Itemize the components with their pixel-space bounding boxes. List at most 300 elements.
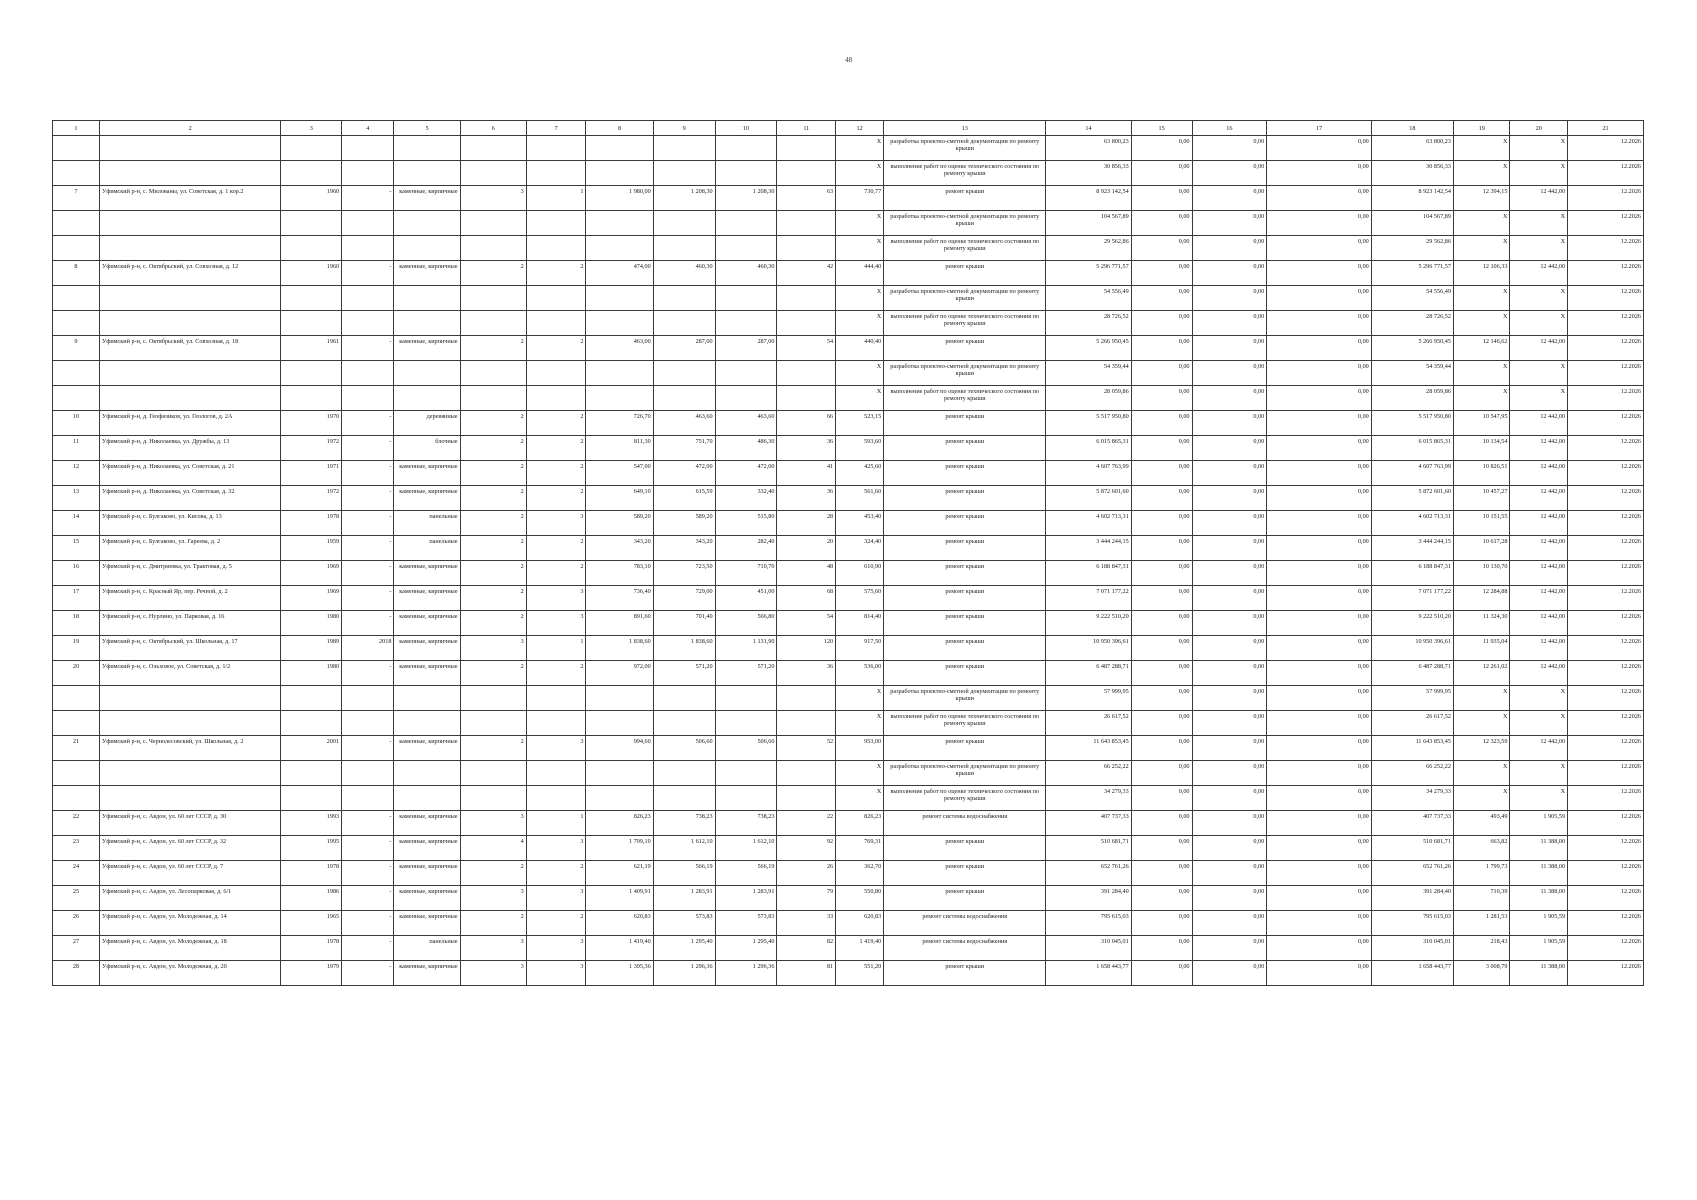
work-volume-cell: X	[836, 161, 884, 186]
total-cost-cell: 391 284,40	[1046, 886, 1131, 911]
wall-material-cell	[394, 386, 460, 411]
federal-funds-cell: 0,00	[1131, 661, 1192, 686]
federal-funds-cell: 0,00	[1131, 161, 1192, 186]
build-year-cell: 1980	[281, 661, 342, 686]
total-cost-cell: 104 567,89	[1046, 211, 1131, 236]
premises-area-cell	[653, 136, 715, 161]
regional-funds-cell: 0,00	[1192, 761, 1267, 786]
work-volume-cell: 536,00	[836, 661, 884, 686]
max-unit-cost-cell: X	[1510, 786, 1568, 811]
unit-cost-cell: X	[1453, 236, 1510, 261]
build-year-cell: 1995	[281, 836, 342, 861]
floor-count-cell: 2	[460, 336, 526, 361]
row-number-cell	[53, 236, 100, 261]
total-area-cell: 474,00	[586, 261, 653, 286]
regional-funds-cell: 0,00	[1192, 511, 1267, 536]
total-area-cell	[586, 686, 653, 711]
renovation-year-cell: -	[342, 561, 394, 586]
unit-cost-cell: 10 151,55	[1453, 511, 1510, 536]
premises-area-cell: 723,50	[653, 561, 715, 586]
work-volume-cell: 575,60	[836, 586, 884, 611]
municipal-funds-cell: 0,00	[1267, 436, 1372, 461]
total-cost-cell: 66 252,22	[1046, 761, 1131, 786]
table-row	[53, 586, 1644, 611]
municipal-funds-cell: 0,00	[1267, 136, 1372, 161]
owner-funds-cell: 407 737,33	[1371, 811, 1453, 836]
max-unit-cost-cell: 1 905,59	[1510, 811, 1568, 836]
unit-cost-cell: 12 146,62	[1453, 336, 1510, 361]
renovation-year-cell: -	[342, 586, 394, 611]
max-unit-cost-cell: 12 442,00	[1510, 611, 1568, 636]
wall-material-cell: блочные	[394, 436, 460, 461]
address-cell: Уфимский р-н, с. Авдон, ул. Молодежная, д. 18	[99, 936, 280, 961]
max-unit-cost-cell: 12 442,00	[1510, 586, 1568, 611]
wall-material-cell: деревянные	[394, 411, 460, 436]
entrance-count-cell: 1	[526, 186, 586, 211]
total-area-cell	[586, 761, 653, 786]
work-type-cell: ремонт крыши	[884, 886, 1046, 911]
row-number-cell: 26	[53, 911, 100, 936]
column-number-row	[53, 121, 1644, 136]
row-number-cell: 14	[53, 511, 100, 536]
address-cell	[99, 686, 280, 711]
build-year-cell: 1969	[281, 586, 342, 611]
municipal-funds-cell: 0,00	[1267, 536, 1372, 561]
work-type-cell: ремонт крыши	[884, 611, 1046, 636]
regional-funds-cell: 0,00	[1192, 211, 1267, 236]
work-volume-cell: 814,40	[836, 611, 884, 636]
table-row	[53, 561, 1644, 586]
row-number-cell	[53, 786, 100, 811]
resident-count-cell: 36	[777, 436, 836, 461]
residential-area-cell	[715, 311, 777, 336]
regional-funds-cell: 0,00	[1192, 436, 1267, 461]
owner-funds-cell: 28 059,86	[1371, 386, 1453, 411]
federal-funds-cell: 0,00	[1131, 386, 1192, 411]
resident-count-cell: 92	[777, 836, 836, 861]
row-number-cell: 28	[53, 961, 100, 986]
residential-area-cell	[715, 386, 777, 411]
residential-area-cell	[715, 711, 777, 736]
resident-count-cell: 42	[777, 261, 836, 286]
entrance-count-cell: 2	[526, 436, 586, 461]
row-number-cell	[53, 686, 100, 711]
column-number-cell: 1	[53, 121, 100, 136]
resident-count-cell	[777, 311, 836, 336]
address-cell: Уфимский р-н, с. Красный Яр, пер. Речной, д. 2	[99, 586, 280, 611]
floor-count-cell: 2	[460, 261, 526, 286]
regional-funds-cell: 0,00	[1192, 736, 1267, 761]
total-area-cell	[586, 386, 653, 411]
municipal-funds-cell: 0,00	[1267, 561, 1372, 586]
resident-count-cell	[777, 686, 836, 711]
work-type-cell: выполнение работ по оценке технического состояния по ремонту крыши	[884, 236, 1046, 261]
build-year-cell: 1980	[281, 611, 342, 636]
renovation-year-cell: -	[342, 736, 394, 761]
total-area-cell: 1 980,00	[586, 186, 653, 211]
wall-material-cell	[394, 136, 460, 161]
unit-cost-cell: 12 261,02	[1453, 661, 1510, 686]
municipal-funds-cell: 0,00	[1267, 961, 1372, 986]
entrance-count-cell: 2	[526, 561, 586, 586]
floor-count-cell: 3	[460, 186, 526, 211]
row-number-cell: 18	[53, 611, 100, 636]
row-number-cell: 21	[53, 736, 100, 761]
address-cell	[99, 161, 280, 186]
max-unit-cost-cell: 12 442,00	[1510, 661, 1568, 686]
premises-area-cell: 287,00	[653, 336, 715, 361]
wall-material-cell: каменные, кирпичные	[394, 561, 460, 586]
build-year-cell: 1959	[281, 536, 342, 561]
owner-funds-cell: 6 015 865,31	[1371, 436, 1453, 461]
total-area-cell: 891,60	[586, 611, 653, 636]
premises-area-cell	[653, 686, 715, 711]
wall-material-cell	[394, 761, 460, 786]
renovation-year-cell	[342, 786, 394, 811]
unit-cost-cell: 12 106,33	[1453, 261, 1510, 286]
work-volume-cell: 769,31	[836, 836, 884, 861]
work-volume-cell: 826,23	[836, 811, 884, 836]
address-cell: Уфимский р-н, д. Николаевка, ул. Дружбы, д. 13	[99, 436, 280, 461]
owner-funds-cell: 3 444 244,15	[1371, 536, 1453, 561]
federal-funds-cell: 0,00	[1131, 261, 1192, 286]
premises-area-cell: 1 295,40	[653, 936, 715, 961]
resident-count-cell: 81	[777, 961, 836, 986]
work-type-cell: выполнение работ по оценке технического состояния по ремонту крыши	[884, 786, 1046, 811]
completion-date-cell: 12.2026	[1568, 236, 1644, 261]
column-number-cell: 11	[777, 121, 836, 136]
residential-area-cell: 738,23	[715, 811, 777, 836]
address-cell: Уфимский р-н, с. Авдон, ул. 60 лет СССР, д. 7	[99, 861, 280, 886]
work-type-cell: ремонт крыши	[884, 561, 1046, 586]
column-number-cell: 14	[1046, 121, 1131, 136]
residential-area-cell: 1 283,91	[715, 886, 777, 911]
resident-count-cell: 82	[777, 936, 836, 961]
max-unit-cost-cell: X	[1510, 361, 1568, 386]
municipal-funds-cell: 0,00	[1267, 461, 1372, 486]
premises-area-cell: 343,20	[653, 536, 715, 561]
unit-cost-cell: 10 826,51	[1453, 461, 1510, 486]
entrance-count-cell: 2	[526, 486, 586, 511]
floor-count-cell: 3	[460, 886, 526, 911]
row-number-cell: 22	[53, 811, 100, 836]
premises-area-cell: 589,20	[653, 511, 715, 536]
completion-date-cell: 12.2026	[1568, 736, 1644, 761]
federal-funds-cell: 0,00	[1131, 936, 1192, 961]
total-cost-cell: 6 015 865,31	[1046, 436, 1131, 461]
resident-count-cell	[777, 136, 836, 161]
build-year-cell	[281, 136, 342, 161]
federal-funds-cell: 0,00	[1131, 711, 1192, 736]
max-unit-cost-cell: 12 442,00	[1510, 436, 1568, 461]
regional-funds-cell: 0,00	[1192, 936, 1267, 961]
work-type-cell: ремонт крыши	[884, 861, 1046, 886]
residential-area-cell	[715, 136, 777, 161]
floor-count-cell	[460, 136, 526, 161]
max-unit-cost-cell: 11 388,00	[1510, 861, 1568, 886]
wall-material-cell: каменные, кирпичные	[394, 736, 460, 761]
work-volume-cell: 953,00	[836, 736, 884, 761]
resident-count-cell	[777, 711, 836, 736]
build-year-cell: 1960	[281, 186, 342, 211]
total-cost-cell: 30 856,33	[1046, 161, 1131, 186]
renovation-year-cell: -	[342, 461, 394, 486]
total-area-cell: 783,10	[586, 561, 653, 586]
address-cell: Уфимский р-н, д. Николаевка, ул. Советская, д. 32	[99, 486, 280, 511]
resident-count-cell: 79	[777, 886, 836, 911]
residential-area-cell: 472,00	[715, 461, 777, 486]
regional-funds-cell: 0,00	[1192, 361, 1267, 386]
unit-cost-cell: X	[1453, 136, 1510, 161]
premises-area-cell: 729,00	[653, 586, 715, 611]
entrance-count-cell: 1	[526, 636, 586, 661]
total-cost-cell: 10 950 396,61	[1046, 636, 1131, 661]
table-row	[53, 961, 1644, 986]
total-area-cell: 547,00	[586, 461, 653, 486]
address-cell: Уфимский р-н, с. Авдон, ул. 60 лет СССР, д. 30	[99, 811, 280, 836]
completion-date-cell: 12.2026	[1568, 911, 1644, 936]
premises-area-cell: 1 838,60	[653, 636, 715, 661]
max-unit-cost-cell: X	[1510, 286, 1568, 311]
resident-count-cell: 33	[777, 911, 836, 936]
floor-count-cell: 2	[460, 561, 526, 586]
entrance-count-cell	[526, 211, 586, 236]
address-cell: Уфимский р-н, с. Авдон, ул. 60 лет СССР, д. 32	[99, 836, 280, 861]
build-year-cell	[281, 686, 342, 711]
federal-funds-cell: 0,00	[1131, 511, 1192, 536]
table-row	[53, 161, 1644, 186]
resident-count-cell: 66	[777, 411, 836, 436]
completion-date-cell: 12.2026	[1568, 611, 1644, 636]
unit-cost-cell: 10 547,95	[1453, 411, 1510, 436]
table-row	[53, 736, 1644, 761]
floor-count-cell: 3	[460, 961, 526, 986]
total-area-cell	[586, 361, 653, 386]
total-cost-cell: 7 071 177,22	[1046, 586, 1131, 611]
unit-cost-cell: 1 799,73	[1453, 861, 1510, 886]
completion-date-cell: 12.2026	[1568, 286, 1644, 311]
resident-count-cell	[777, 211, 836, 236]
table-row	[53, 936, 1644, 961]
municipal-funds-cell: 0,00	[1267, 486, 1372, 511]
total-cost-cell: 5 872 601,60	[1046, 486, 1131, 511]
municipal-funds-cell: 0,00	[1267, 186, 1372, 211]
table-row	[53, 336, 1644, 361]
owner-funds-cell: 28 726,52	[1371, 311, 1453, 336]
resident-count-cell: 120	[777, 636, 836, 661]
resident-count-cell	[777, 161, 836, 186]
max-unit-cost-cell: 11 388,00	[1510, 886, 1568, 911]
build-year-cell: 1978	[281, 861, 342, 886]
wall-material-cell	[394, 311, 460, 336]
address-cell	[99, 786, 280, 811]
residential-area-cell: 463,60	[715, 411, 777, 436]
total-area-cell: 1 799,10	[586, 836, 653, 861]
federal-funds-cell: 0,00	[1131, 736, 1192, 761]
floor-count-cell	[460, 386, 526, 411]
federal-funds-cell: 0,00	[1131, 436, 1192, 461]
floor-count-cell: 3	[460, 811, 526, 836]
column-number-cell: 19	[1453, 121, 1510, 136]
work-volume-cell: 453,40	[836, 511, 884, 536]
entrance-count-cell: 2	[526, 861, 586, 886]
wall-material-cell: каменные, кирпичные	[394, 861, 460, 886]
federal-funds-cell: 0,00	[1131, 911, 1192, 936]
entrance-count-cell: 3	[526, 511, 586, 536]
unit-cost-cell: 493,49	[1453, 811, 1510, 836]
renovation-year-cell: -	[342, 611, 394, 636]
regional-funds-cell: 0,00	[1192, 811, 1267, 836]
build-year-cell: 1978	[281, 511, 342, 536]
total-area-cell	[586, 211, 653, 236]
page-number: 48	[845, 56, 852, 64]
premises-area-cell	[653, 286, 715, 311]
total-cost-cell: 6 487 288,71	[1046, 661, 1131, 686]
table-row	[53, 761, 1644, 786]
wall-material-cell: панельные	[394, 936, 460, 961]
renovation-year-cell: -	[342, 261, 394, 286]
max-unit-cost-cell: X	[1510, 686, 1568, 711]
work-type-cell: ремонт системы водоснабжения	[884, 911, 1046, 936]
floor-count-cell: 4	[460, 836, 526, 861]
renovation-year-cell: -	[342, 961, 394, 986]
federal-funds-cell: 0,00	[1131, 686, 1192, 711]
unit-cost-cell: X	[1453, 686, 1510, 711]
wall-material-cell: каменные, кирпичные	[394, 611, 460, 636]
row-number-cell: 25	[53, 886, 100, 911]
premises-area-cell	[653, 236, 715, 261]
address-cell: Уфимский р-н, с. Чернолесовский, ул. Школьная, д. 2	[99, 736, 280, 761]
floor-count-cell: 2	[460, 861, 526, 886]
work-volume-cell: 730,77	[836, 186, 884, 211]
unit-cost-cell: X	[1453, 761, 1510, 786]
resident-count-cell: 48	[777, 561, 836, 586]
premises-area-cell: 460,30	[653, 261, 715, 286]
address-cell: Уфимский р-н, с. Авдон, ул. Молодежная, д. 14	[99, 911, 280, 936]
unit-cost-cell: 1 281,53	[1453, 911, 1510, 936]
total-area-cell: 736,40	[586, 586, 653, 611]
max-unit-cost-cell: 1 905,59	[1510, 936, 1568, 961]
floor-count-cell: 2	[460, 736, 526, 761]
resident-count-cell: 36	[777, 486, 836, 511]
regional-funds-cell: 0,00	[1192, 311, 1267, 336]
renovation-year-cell: -	[342, 436, 394, 461]
row-number-cell: 19	[53, 636, 100, 661]
residential-area-cell: 566,19	[715, 861, 777, 886]
residential-area-cell: 332,40	[715, 486, 777, 511]
max-unit-cost-cell: 12 442,00	[1510, 411, 1568, 436]
row-number-cell: 27	[53, 936, 100, 961]
municipal-funds-cell: 0,00	[1267, 236, 1372, 261]
total-cost-cell: 407 737,33	[1046, 811, 1131, 836]
premises-area-cell: 472,00	[653, 461, 715, 486]
max-unit-cost-cell: 11 388,00	[1510, 836, 1568, 861]
total-area-cell: 1 409,91	[586, 886, 653, 911]
floor-count-cell	[460, 361, 526, 386]
residential-area-cell	[715, 686, 777, 711]
federal-funds-cell: 0,00	[1131, 411, 1192, 436]
work-type-cell: ремонт системы водоснабжения	[884, 936, 1046, 961]
column-number-cell: 8	[586, 121, 653, 136]
entrance-count-cell	[526, 236, 586, 261]
premises-area-cell	[653, 761, 715, 786]
renovation-year-cell	[342, 361, 394, 386]
address-cell	[99, 286, 280, 311]
completion-date-cell: 12.2026	[1568, 936, 1644, 961]
column-number-cell: 10	[715, 121, 777, 136]
completion-date-cell: 12.2026	[1568, 861, 1644, 886]
entrance-count-cell	[526, 686, 586, 711]
residential-area-cell: 1 295,40	[715, 936, 777, 961]
max-unit-cost-cell: 12 442,00	[1510, 261, 1568, 286]
wall-material-cell: каменные, кирпичные	[394, 486, 460, 511]
build-year-cell	[281, 236, 342, 261]
entrance-count-cell	[526, 361, 586, 386]
max-unit-cost-cell: 12 442,00	[1510, 186, 1568, 211]
total-area-cell: 811,30	[586, 436, 653, 461]
federal-funds-cell: 0,00	[1131, 961, 1192, 986]
address-cell	[99, 361, 280, 386]
completion-date-cell: 12.2026	[1568, 561, 1644, 586]
residential-area-cell: 566,80	[715, 611, 777, 636]
municipal-funds-cell: 0,00	[1267, 586, 1372, 611]
total-cost-cell: 54 359,44	[1046, 361, 1131, 386]
completion-date-cell: 12.2026	[1568, 336, 1644, 361]
owner-funds-cell: 54 359,44	[1371, 361, 1453, 386]
max-unit-cost-cell: X	[1510, 211, 1568, 236]
residential-area-cell	[715, 286, 777, 311]
unit-cost-cell: 11 935,04	[1453, 636, 1510, 661]
build-year-cell: 1972	[281, 436, 342, 461]
work-type-cell: ремонт крыши	[884, 436, 1046, 461]
total-cost-cell: 5 266 950,45	[1046, 336, 1131, 361]
work-volume-cell: X	[836, 136, 884, 161]
floor-count-cell: 2	[460, 661, 526, 686]
row-number-cell	[53, 161, 100, 186]
max-unit-cost-cell: 12 442,00	[1510, 461, 1568, 486]
work-type-cell: ремонт крыши	[884, 511, 1046, 536]
unit-cost-cell: 663,82	[1453, 836, 1510, 861]
entrance-count-cell	[526, 161, 586, 186]
completion-date-cell: 12.2026	[1568, 886, 1644, 911]
owner-funds-cell: 26 617,52	[1371, 711, 1453, 736]
work-volume-cell: X	[836, 686, 884, 711]
total-cost-cell: 29 562,86	[1046, 236, 1131, 261]
renovation-year-cell: -	[342, 661, 394, 686]
municipal-funds-cell: 0,00	[1267, 836, 1372, 861]
total-area-cell: 463,00	[586, 336, 653, 361]
address-cell	[99, 136, 280, 161]
completion-date-cell: 12.2026	[1568, 786, 1644, 811]
completion-date-cell: 12.2026	[1568, 361, 1644, 386]
address-cell: Уфимский р-н, с. Булгаково, ул. Кисова, д. 13	[99, 511, 280, 536]
owner-funds-cell: 8 923 142,54	[1371, 186, 1453, 211]
resident-count-cell: 36	[777, 661, 836, 686]
renovation-year-cell	[342, 236, 394, 261]
table-row	[53, 186, 1644, 211]
entrance-count-cell: 3	[526, 936, 586, 961]
row-number-cell: 15	[53, 536, 100, 561]
row-number-cell	[53, 286, 100, 311]
work-volume-cell: X	[836, 236, 884, 261]
total-area-cell: 1 395,36	[586, 961, 653, 986]
wall-material-cell: каменные, кирпичные	[394, 836, 460, 861]
address-cell: Уфимский р-н, с. Милованы, ул. Советская, д. 1 кор.2	[99, 186, 280, 211]
total-cost-cell: 5 517 950,80	[1046, 411, 1131, 436]
owner-funds-cell: 10 950 396,61	[1371, 636, 1453, 661]
table-row	[53, 261, 1644, 286]
renovation-year-cell: -	[342, 411, 394, 436]
